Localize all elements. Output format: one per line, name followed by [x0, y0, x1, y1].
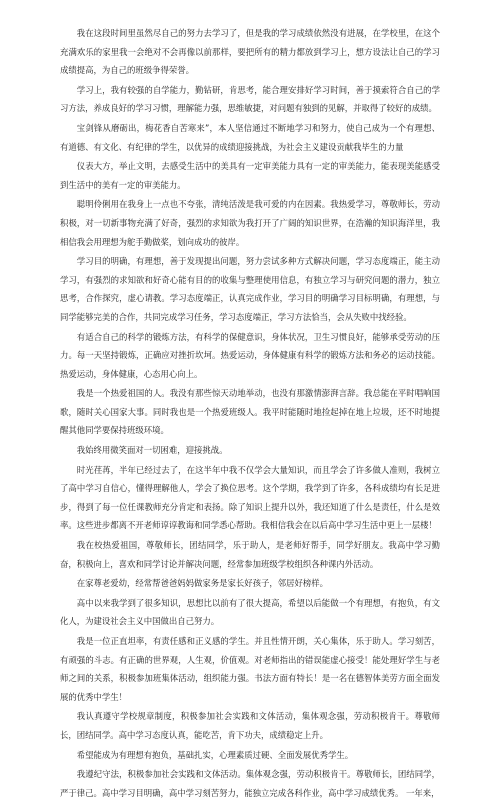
- paragraph-5: 聪明伶俐用在我身上一点也不夸张，清纯活泼是我可爱的内在因素。我热爱学习，尊敬师长，劳动积极，对一切新事物充满了好奇，强烈的求知欲为我打开了广阔的知识世界，在浩瀚的知识海洋里，我相信我会用理想为舵手勤做桨，划向成功的彼岸。: [60, 199, 440, 247]
- paragraph-16: 希望能成为有理想有抱负，基础扎实，心理素质过硬、全面发展优秀学生。: [76, 749, 354, 760]
- paragraph-3: 宝剑锋从磨砺出，梅花香自苦寒来”，本人坚信通过不断地学习和努力，使自己成为一个有理想、有道德、有文化、有纪律的学生，以优异的成绩迎接挑战，为社会主义建设贡献我毕生的力量: [60, 122, 440, 152]
- paragraph-17: 我遵纪守法，积极参加社会实践和文体活动。集体观念强，劳动积极肯干。尊敬师长，团结同学，严于律己。高中学习目明确，高中学习刻苦努力，能独立完成各科作业，高中学习成绩优秀。 一年来，: [60, 769, 440, 798]
- paragraph-1: 我在这段时间里虽然尽自己的努力去学习了，但是我的学习成绩依然没有进展，在学校里，在这个充满欢乐的家里我一会绝对不会再像以前那样，要把所有的精力都放到学习上，想方设法让自己的学习成绩提高，为自己的班级争得荣誉。: [60, 28, 440, 76]
- paragraph-13: 高中以来我学到了很多知识，思想比以前有了很大提高，希望以后能做一个有理想，有抱负，有文化人，为建设社会主义中国做出自己努力。: [60, 597, 440, 627]
- paragraph-6: 学习目的明确，有理想，善于发现提出问题，努力尝试多种方式解决问题，学习态度端正，能主动学习，有强烈的求知欲和好奇心能有目的的收集与整理使用信息，有独立学习与研究问题的潜力，独立思考，合作探究，虚心请教。学习态度端正，认真完成作业，学习目的明确学习目标明确，有理想，与同学能够完美的合作，共同完成学习任务，学习态度端正，学习方法恰当，会从失败中找经验。: [60, 256, 440, 322]
- paragraph-7: 有适合自己的科学的锻炼方法，有科学的保健意识，身体状况，卫生习惯良好，能够承受劳动的压力。每一天坚持锻炼，正确应对挫折坎坷。热爱运动，身体健康有科学的锻炼方法和务必的运动技能。热爱运动，身体健康，心态用心向上。: [60, 331, 440, 379]
- paragraph-8: 我是一个热爱祖国的人。我没有那些惊天动地举动，也没有那激情澎湃言辞。我总能在平时唱响国歌，随时关心国家大事。同时我也是一个热爱班级人。我平时能随时地捡起掉在地上垃圾，还不时地提醒其他同学要保持班级环境。: [60, 388, 440, 436]
- paragraph-9: 我始终用微笑面对一切困难，迎接挑战。: [76, 445, 228, 456]
- paragraph-2: 学习上，我有较强的自学能力，勤钻研，肯思考，能合理安排好学习时间，善于摸索符合自己的学习方法，养成良好的学习习惯，理解能力强，思维敏捷，对问题有独到的见解，并取得了较好的成绩。: [60, 84, 440, 114]
- paragraph-15: 我认真遵守学校规章制度，积极参加社会实践和文体活动，集体观念强，劳动积极肯干。尊敬师长，团结同学。高中学习态度认真，能吃苦，肯下功夫，成绩稳定上升。: [60, 711, 440, 740]
- paragraph-14: 我是一位正直坦率，有责任感和正义感的学生。并且性情开朗，关心集体，乐于助人。学习刻苦，有顽强的斗志。有正确的世界观，人生观，价值观。对老师指出的错误能虚心接受！能处理好学生与老师之间的关系，积极参加班集体活动，组织能力强。书法方面有特长！是一名在德智体美劳方面全面发展的优秀中学生！: [60, 636, 440, 702]
- paragraph-11: 我在校热爱祖国，尊敬师长，团结同学，乐于助人，是老师好帮手，同学好朋友。我高中学习勤奋，积极向上，喜欢和同学讨论并解决问题，经常参加班级学校组织各种课内外活动。: [60, 540, 440, 569]
- paragraph-10: 时光荏苒，半年已经过去了，在这半年中我不仅学会大量知识，而且学会了许多做人准则，我树立了高中学习自信心，懂得理解他人，学会了换位思考。这个学期，我学到了许多，各科成绩均有长足进步，得到了每一位任课教师充分肯定和表扬。除了知识上提升以外，我还知道了什么是责任，什么是效率。这些进步都离不开老师谆谆教诲和同学悉心帮助。我相信我会在以后高中学习生活中更上一层楼！: [60, 464, 440, 531]
- paragraph-12: 在家尊老爱幼，经常帮爸爸妈妈做家务是家长好孩子，邻居好榜样。: [76, 578, 329, 589]
- paragraph-4: 仪表大方，举止文明，去感受生活中的美具有一定审美能力具有一定的审美能力，能表现美能感受到生活中的美有一定的审美能力。: [60, 161, 440, 190]
